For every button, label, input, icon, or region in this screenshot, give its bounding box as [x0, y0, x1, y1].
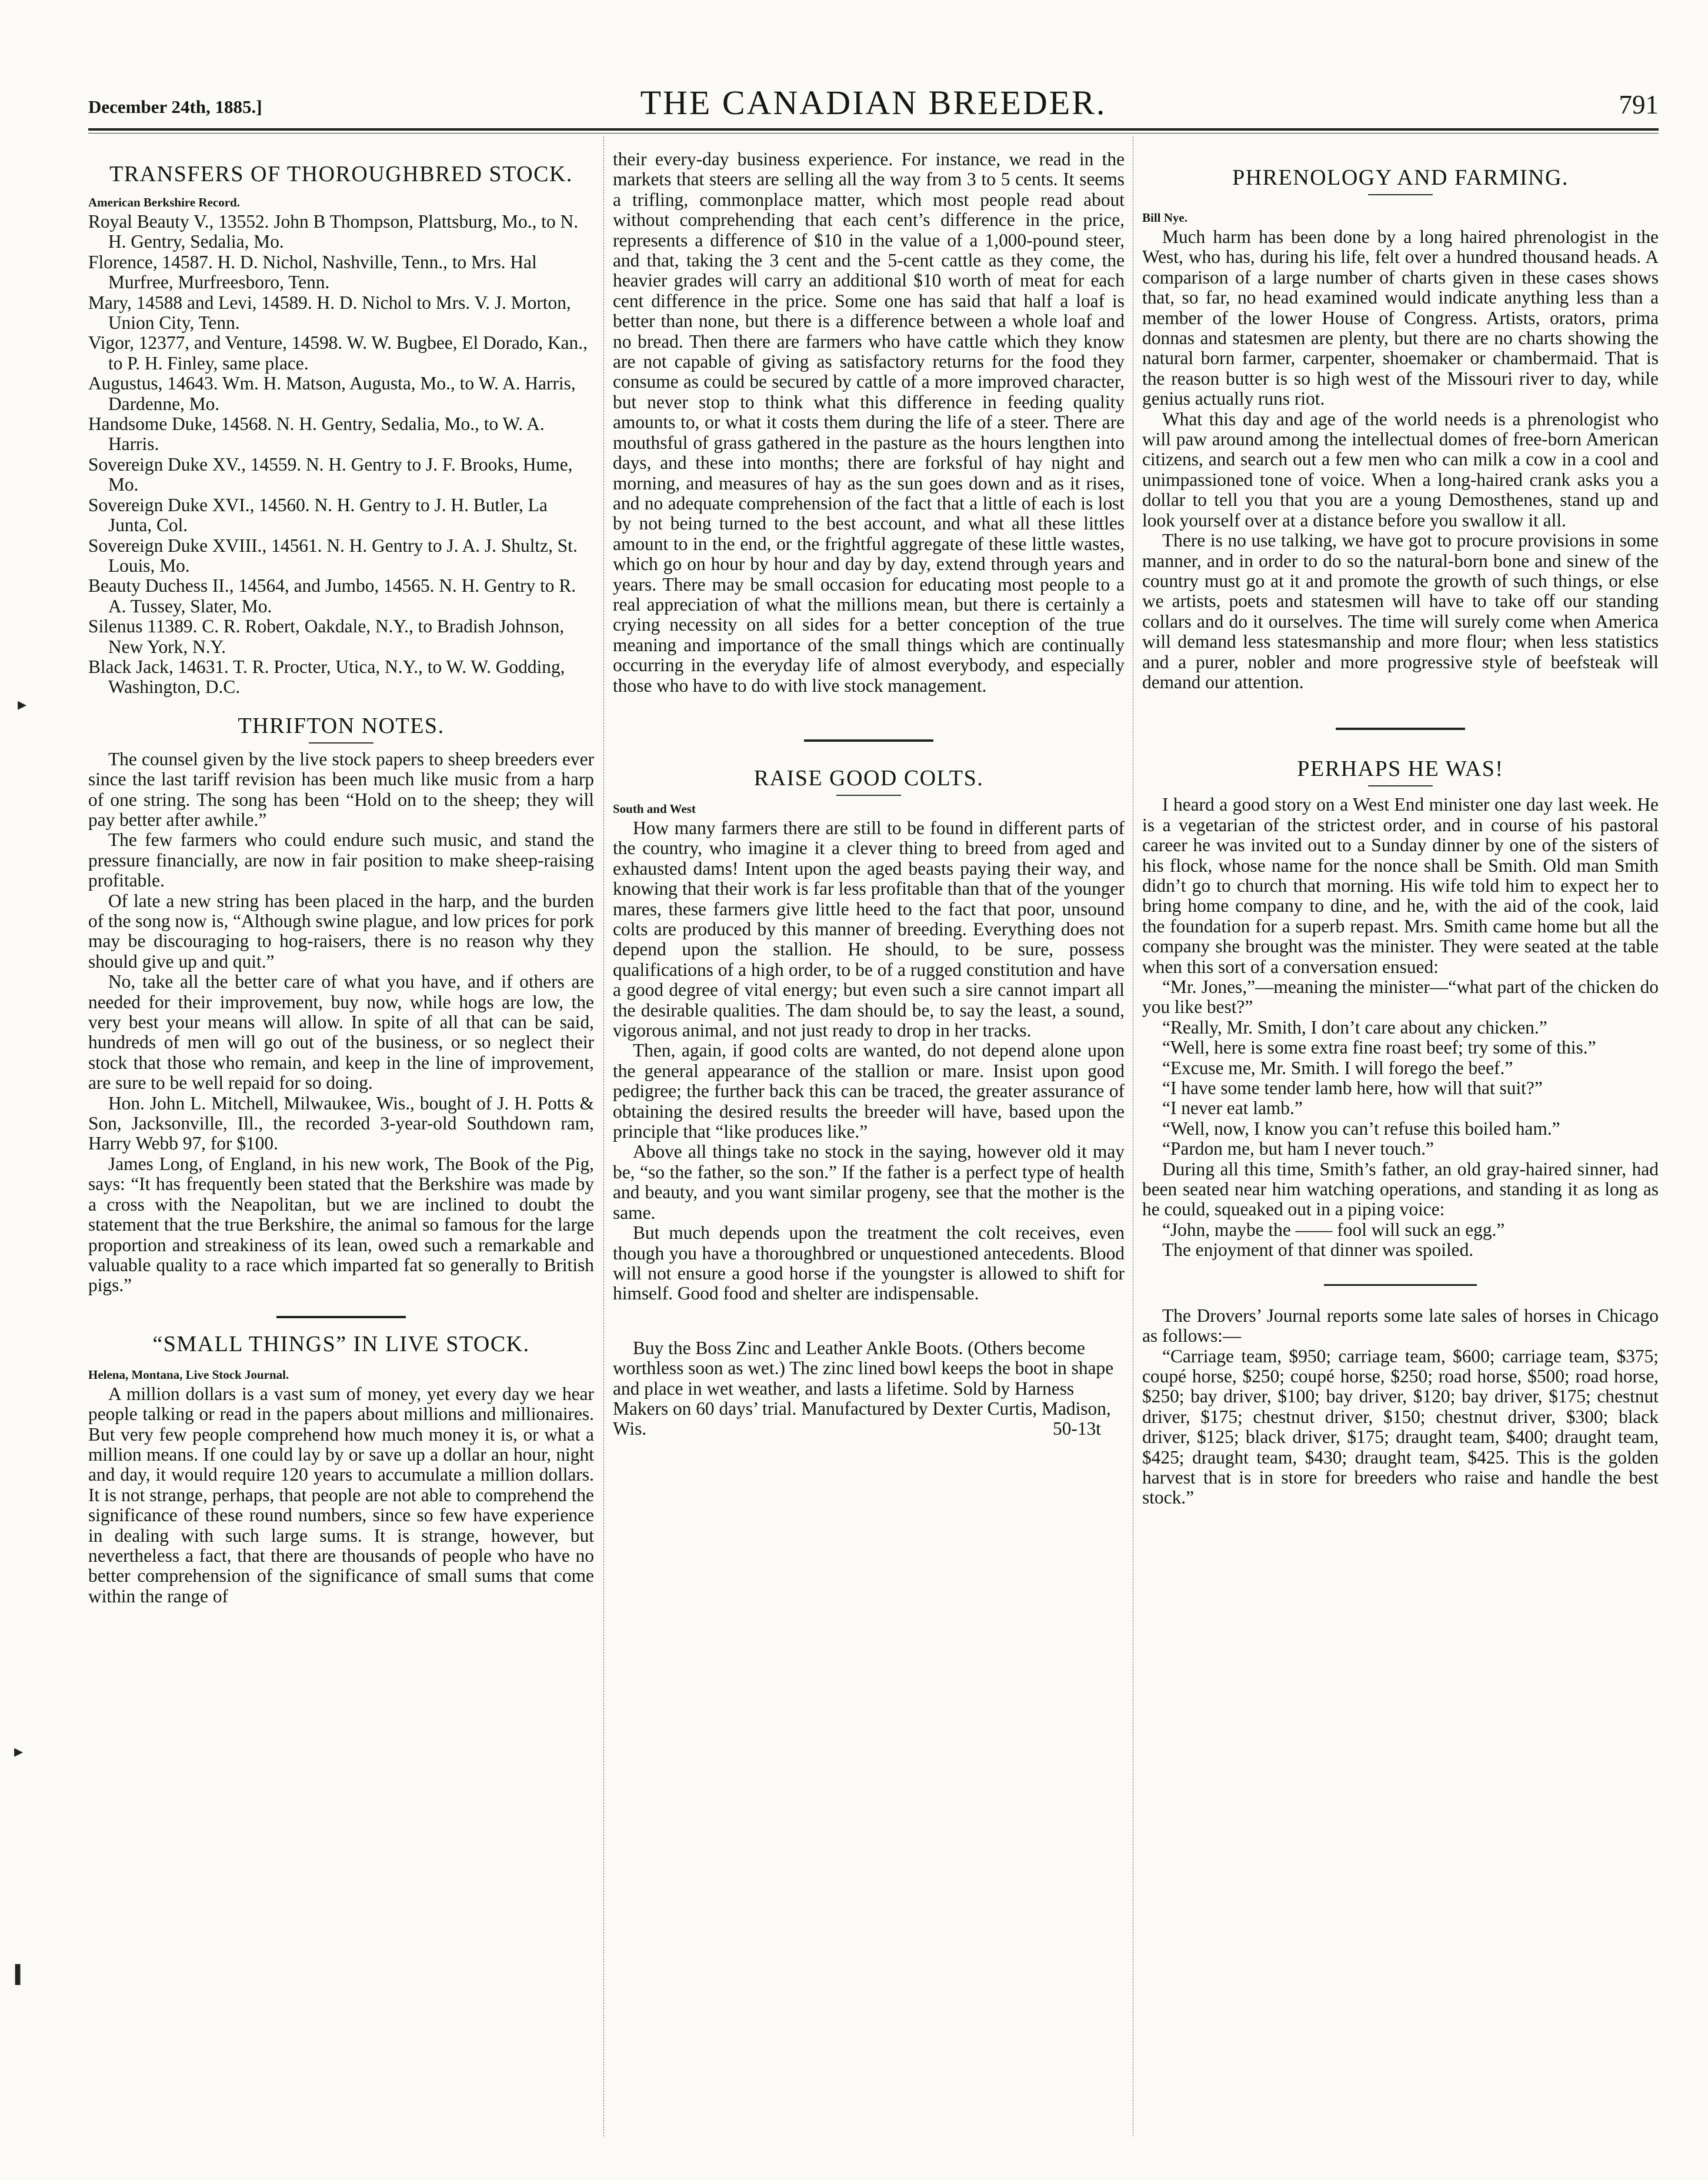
margin-mark: ▸	[14, 1742, 24, 1761]
transfer-entry: Augustus, 14643. Wm. H. Matson, Augusta, Mo., to W. A. Harris, Dardenne, Mo.	[88, 373, 576, 414]
ad-code: 50-13t	[1053, 1418, 1101, 1439]
dialogue-line: “Really, Mr. Smith, I don’t care about any chicken.”	[1162, 1016, 1547, 1038]
margin-mark: ▸	[18, 695, 27, 714]
column-1	[88, 141, 594, 2129]
article-small-things	[88, 1331, 594, 1606]
dialogue-line: “Excuse me, Mr. Smith. I will forego the beef.”	[1162, 1057, 1513, 1078]
header-rule-thin	[88, 133, 1659, 134]
transfer-entry: Silenus 11389. C. R. Robert, Oakdale, N.Y., to Bradish Johnson, New York, N.Y.	[88, 616, 565, 657]
issue-date: December 24th, 1885.]	[88, 96, 262, 117]
ad-text	[613, 1338, 1125, 1439]
dialogue-line: “Well, here is some extra fine roast beef; try some of this.”	[1162, 1037, 1596, 1058]
paragraph: The few farmers who could endure such music, and stand the pressure financially, are now in fair position to make sheep-raising profitable.	[88, 829, 594, 891]
paragraph: I heard a good story on a West End minister one day last week. He is a vegetarian of the strictest order, and in course of his pastoral career he was invited out to a Sunday dinner by one of the sisters of his flock, whose name for the nonce shall be Smith. Old man Smith didn’t go to church that morning. His wife told him to expect her to bring home company to dine, and he, with the aid of the cook, laid the foundation for a superb repast. Mrs. Smith came home but all the company she brought was the minister. They were seated at the table when this sort of a conversation ensued:	[1142, 794, 1659, 977]
article-heading: PERHAPS HE WAS!	[1297, 756, 1504, 782]
article-horse-sales	[1142, 1306, 1659, 1508]
paragraph: Hon. John L. Mitchell, Milwaukee, Wis., bought of J. H. Potts & Son, Jacksonville, Ill., the recorded 3-year-old Southdown ram, Harry Webb 97, for $100.	[88, 1092, 594, 1154]
heading-rule	[309, 742, 373, 744]
transfer-entry: Black Jack, 14631. T. R. Procter, Utica, N.Y., to W. W. Godding, Washington, D.C.	[88, 656, 565, 698]
advertisement-ankle-boots	[613, 1338, 1125, 1439]
article-source: American Berkshire Record.	[88, 195, 240, 209]
paragraph: Then, again, if good colts are wanted, do not depend alone upon the general appearance of the stallion or mare. Insist upon good pedigree; the further back this can be traced, the greater assurance of obtaining the desired results the breeder will have, based upon the principle that “like produces like.”	[613, 1040, 1125, 1142]
ad-body: Buy the Boss Zinc and Leather Ankle Boots. (Others become worthless soon as wet.) The zinc lined bowl keeps the boot in shape and place in wet weather, and lasts a lifetime. Sold by Harness Makers on 60 days’ trial. Manufactured by Dexter Curtis, Madison, Wis.	[613, 1337, 1114, 1439]
masthead-title: THE CANADIAN BREEDER.	[640, 84, 1107, 122]
article-phrenology	[1142, 165, 1659, 692]
article-thrifton-notes	[88, 713, 594, 1296]
column-divider-1	[603, 136, 604, 2136]
transfer-entry: Sovereign Duke XVIII., 14561. N. H. Gentry to J. A. J. Shultz, St. Louis, Mo.	[88, 535, 578, 576]
column-3	[1142, 141, 1659, 2129]
paragraph: Much harm has been done by a long haired phrenologist in the West, who has, during his life, felt over a hundred thousand heads. A comparison of a large number of charts given in these cases shows that, so far, no head examined would indicate anything less than a member of the lower House of Congress. Artists, orators, prima donnas and statesmen are plenty, but there are no charts showing the natural born farmer, carpenter, shoemaker or chambermaid. That is the reason butter is so high west of the Missouri river to day, while genius actually runs riot.	[1142, 226, 1659, 409]
paragraph: “Carriage team, $950; carriage team, $600; carriage team, $375; coupé horse, $250; coupé horse, $250; road horse, $500; road horse, $250; bay driver, $100; bay driver, $120; bay driver, $175; chestnut driver, $175; chestnut driver, $150; chestnut driver, $300; black driver, $125; black driver, $175; draught team, $400; draught team, $425; draught team, $430; draught team, $425. This is the golden harvest that is in store for breeders who raise and handle the best stock.”	[1142, 1345, 1659, 1508]
article-source: Bill Nye.	[1142, 211, 1187, 225]
paragraph: The enjoyment of that dinner was spoiled.	[1162, 1239, 1474, 1261]
margin-mark: ▍	[15, 1965, 29, 1985]
paragraph: James Long, of England, in his new work, The Book of the Pig, says: “It has frequently been stated that the Berkshire was made by a cross with the Neapolitan, but we are inclined to doubt the statement that the true Berkshire, the animal so famous for the large proportion and streakiness of its lean, owed such a remarkable and valuable quality to a race which imparted fat so generally to British pigs.”	[88, 1153, 594, 1296]
article-source: South and West	[613, 801, 696, 816]
section-rule	[804, 739, 933, 742]
dialogue-line: “Mr. Jones,”—meaning the minister—“what part of the chicken do you like best?”	[1142, 976, 1659, 1018]
transfer-entry: Sovereign Duke XV., 14559. N. H. Gentry to J. F. Brooks, Hume, Mo.	[88, 454, 573, 495]
dialogue-line: “I never eat lamb.”	[1162, 1098, 1303, 1119]
paragraph: There is no use talking, we have got to procure provisions in some manner, and in order to do so the natural-born bone and sinew of the country must go at it and promote the growth of such things, or else we artists, poets and statesmen will have to take off our standing collars and do it ourselves. The time will surely come when America will demand less statesmanship and more flour; when less statistics and a purer, nobler and more progressive style of beefsteak will demand our attention.	[1142, 530, 1659, 692]
transfer-entry: Vigor, 12377, and Venture, 14598. W. W. Bugbee, El Dorado, Kan., to P. H. Finley, same place.	[88, 332, 588, 374]
paragraph: What this day and age of the world needs is a phrenologist who will paw around among the intellectual domes of free-born American citizens, and search out a few men who can milk a cow in a cool and unimpassioned tone of voice. When a long-haired crank asks you a dollar to tell you that you are a young Demosthenes, stand up and look yourself over at a distance before you swallow it all.	[1142, 408, 1659, 531]
transfer-entry: Mary, 14588 and Levi, 14589. H. D. Nichol to Mrs. V. J. Morton, Union City, Tenn.	[88, 292, 571, 334]
header-rule	[88, 128, 1659, 131]
article-source: Helena, Montana, Live Stock Journal.	[88, 1367, 289, 1382]
dialogue-line: “John, maybe the —— fool will suck an egg.”	[1162, 1219, 1505, 1240]
page-number: 791	[1619, 90, 1659, 119]
dialogue-line: “Pardon me, but ham I never touch.”	[1162, 1138, 1434, 1159]
paragraph: How many farmers there are still to be found in different parts of the country, who imagine it a clever thing to breed from aged and exhausted dams! Intent upon the aged beasts paying their way, and knowing that their work is far less profitable than that of the younger mares, these farmers give little heed to the fact that poor, unsound colts are produced by this manner of breeding. Everything does not depend upon the stallion. He should, to be sure, possess qualifications of a high order, to be of a rugged constitution and have a good degree of vital energy; but even such a sire cannot impart all the desirable qualities. The dam should be, to say the least, a sound, vigorous animal, and not just ready to drop in her tracks.	[613, 817, 1125, 1041]
dialogue-line: “I have some tender lamb here, how will that suit?”	[1162, 1078, 1543, 1099]
article-heading: THRIFTON NOTES.	[238, 713, 445, 738]
transfer-entry: Royal Beauty V., 13552. John B Thompson, Plattsburg, Mo., to N. H. Gentry, Sedalia, Mo.	[88, 211, 579, 252]
paragraph: Of late a new string has been placed in the harp, and the burden of the song now is, “Although swine plague, and low prices for pork may be discouraging to hog-raisers, there is no reason why they should give up and quit.”	[88, 890, 594, 972]
paragraph: Above all things take no stock in the saying, however old it may be, “so the father, so the son.” If the father is a perfect type of health and beauty, and you want similar progeny, see that the mother is the same.	[613, 1141, 1125, 1223]
page-header	[88, 69, 1659, 122]
dialogue-line: “Well, now, I know you can’t refuse this boiled ham.”	[1162, 1118, 1560, 1139]
article-perhaps-he-was	[1142, 756, 1659, 1260]
column-2	[613, 141, 1125, 2153]
paragraph: But much depends upon the treatment the colt receives, even though you have a thoroughbred or unquestioned antecedents. Blood will not ensure a good horse if the youngster is allowed to shift for himself. Good food and shelter are indispensable.	[613, 1222, 1125, 1304]
article-heading: PHRENOLOGY AND FARMING.	[1232, 165, 1569, 190]
heading-rule	[1368, 194, 1433, 195]
heading-rule	[836, 795, 901, 796]
transfer-entry: Handsome Duke, 14568. N. H. Gentry, Sedalia, Mo., to W. A. Harris.	[88, 414, 545, 455]
article-raise-good-colts	[613, 765, 1125, 1304]
article-heading: “SMALL THINGS” IN LIVE STOCK.	[152, 1331, 530, 1356]
paragraph-continued: their every-day business experience. For instance, we read in the markets that steers are selling all the way from 3 to 5 cents. It seems a trifling, commonplace matter, which most people read about without comprehending that each cent’s difference in the price, represents a difference of $10 in the value of a 1,000-pound steer, and that, taking the 3 cent and the 5-cent cattle as they come, the heavier grades will carry an additional $10 worth of meat for each cent difference in the price. Some one has said that half a loaf is better than none, but there is a difference between a whole loaf and no bread. Then there are farmers who have cattle which they know are not capable of giving as satisfactory returns for the food they consume as could be secured by cattle of a more improved character, but never stop to think what this difference in feeding quality amounts to, or what it costs them during the life of a steer. There are mouthsful of grass gathered in the pasture as the hours lengthen into days, and these into months; there are forksful of hay night and morning, and measures of hay as the sun goes down and as it rises, and no adequate comprehension of the fact that a little of each is lost by not being turned to the best account, and what all these littles amount to in the end, or the frightful aggregate of these little wastes, which go on hour by hour and day by day, extend through years and years. There may be small occasion for educating most people to a real appreciation of what the millions mean, but there is certainly a crying necessity on all sides for a better conception of the true meaning and importance of the small things which are continually occurring in the everyday life of almost everybody, and especially those who have to do with live stock management.	[613, 149, 1125, 696]
article-heading: RAISE GOOD COLTS.	[753, 765, 984, 791]
paragraph: A million dollars is a vast sum of money, yet every day we hear people talking or read in the papers about millions and millionaires. But very few people comprehend how much money it is, or what a million means. If one could lay by or save up a dollar an hour, night and day, it would require 120 years to accumulate a million dollars. It is not strange, perhaps, that people are not able to comprehend the significance of these round numbers, since so few have experience in dealing with such large sums. It is strange, however, but nevertheless a fact, that there are thousands of people who have no better comprehension of the significance of small sums that come within the range of	[88, 1383, 594, 1606]
article-transfers	[88, 161, 594, 698]
section-rule	[1336, 728, 1465, 730]
section-rule	[1324, 1284, 1477, 1286]
article-heading: TRANSFERS OF THOROUGHBRED STOCK.	[109, 162, 573, 186]
paragraph: The Drovers’ Journal reports some late sales of horses in Chicago as follows:—	[1142, 1305, 1659, 1346]
section-rule	[276, 1316, 406, 1318]
paragraph: No, take all the better care of what you have, and if others are needed for their improvement, buy now, while hogs are low, the very best your means will allow. In spite of all that can be said, hundreds of men will go out of the business, or so neglect their stock that those who remain, and keep in the line of improvement, are sure to be well repaid for so doing.	[88, 971, 594, 1094]
paragraph: The counsel given by the live stock papers to sheep breeders ever since the last tariff revision has been much like music from a harp of one string. The song has been “Hold on to the sheep; they will pay better after awhile.”	[88, 748, 594, 830]
transfer-entry: Sovereign Duke XVI., 14560. N. H. Gentry to J. H. Butler, La Junta, Col.	[88, 494, 548, 536]
paragraph: During all this time, Smith’s father, an old gray-haired sinner, had been seated near him watching operations, and standing it as long as he could, squeaked out in a piping voice:	[1142, 1158, 1659, 1220]
transfer-entry: Beauty Duchess II., 14564, and Jumbo, 14565. N. H. Gentry to R. A. Tussey, Slater, Mo.	[88, 575, 576, 616]
transfer-entry: Florence, 14587. H. D. Nichol, Nashville, Tenn., to Mrs. Hal Murfree, Murfreesboro, Tenn.	[88, 251, 537, 293]
heading-rule	[1368, 785, 1433, 786]
